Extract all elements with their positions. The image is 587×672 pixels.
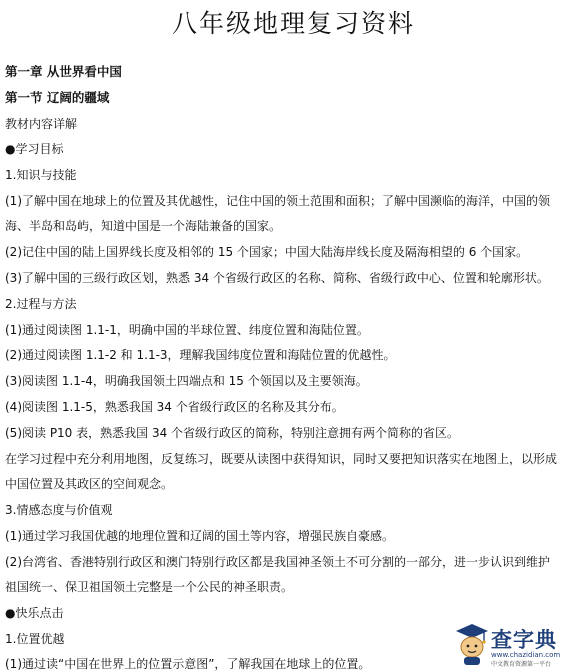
paragraph-line: (2)通过阅读图 1.1-2 和 1.1-3，理解我国纬度位置和海陆位置的优越性。 bbox=[5, 348, 396, 362]
paragraph-line: 祖国统一、保卫祖国领土完整是一个公民的神圣职责。 bbox=[5, 580, 294, 594]
click-heading: ●快乐点击 bbox=[5, 606, 64, 620]
chapter-heading: 第一章 从世界看中国 bbox=[5, 64, 122, 79]
paragraph-line: (3)了解中国的三级行政区划，熟悉 34 个省级行政区的名称、简称、省级行政中心、位置和轮廓形状。 bbox=[5, 271, 549, 285]
subheading-knowledge: 1.知识与技能 bbox=[5, 168, 77, 182]
paragraph-line: (2)记住中国的陆上国界线长度及相邻的 15 个国家；中国大陆海岸线长度及隔海相望的 6 个国家。 bbox=[5, 245, 529, 259]
paragraph-line: (1)通过学习我国优越的地理位置和辽阔的国土等内容，增强民族自豪感。 bbox=[5, 529, 395, 543]
paragraph-line: (2)台湾省、香港特别行政区和澳门特别行政区都是我国神圣领土不可分割的一部分，进一步认识到维护 bbox=[5, 555, 551, 569]
paragraph-line: (4)阅读图 1.1-5，熟悉我国 34 个省级行政区的名称及其分布。 bbox=[5, 400, 344, 414]
watermark-name: 查字典 bbox=[491, 628, 557, 652]
watermark-url: www.chazidian.com bbox=[491, 651, 561, 659]
subheading-attitude: 3.情感态度与价值观 bbox=[5, 503, 113, 517]
subheading-position: 1.位置优越 bbox=[5, 632, 65, 646]
paragraph-line: (1)通过读“中国在世界上的位置示意图”，了解我国在地球上的位置。 bbox=[5, 657, 371, 671]
goal-heading: ●学习目标 bbox=[5, 142, 64, 156]
paragraph-line: (1)通过阅读图 1.1-1，明确中国的半球位置、纬度位置和海陆位置。 bbox=[5, 323, 369, 337]
watermark-logo bbox=[453, 622, 581, 668]
paragraph-line: 中国位置及其政区的空间观念。 bbox=[5, 477, 174, 491]
content-label: 教材内容详解 bbox=[5, 117, 78, 131]
subheading-process: 2.过程与方法 bbox=[5, 297, 77, 311]
section-heading: 第一节 辽阔的疆域 bbox=[5, 90, 110, 105]
paragraph-line: (5)阅读 P10 表，熟悉我国 34 个省级行政区的简称，特别注意拥有两个简称的省区。 bbox=[5, 426, 460, 440]
watermark-subtitle: 中文教育资源第一平台 bbox=[491, 661, 552, 668]
paragraph-line: 在学习过程中充分利用地图，反复练习，既要从读图中获得知识，同时又要把知识落实在地图上，以形成 bbox=[5, 452, 558, 466]
document-title: 八年级地理复习资料 bbox=[171, 9, 415, 38]
paragraph-line: (1)了解中国在地球上的位置及其优越性，记住中国的领土范围和面积；了解中国濒临的海洋，中国的领 bbox=[5, 194, 551, 208]
graduate-mascot-icon bbox=[455, 622, 489, 666]
paragraph-line: (3)阅读图 1.1-4，明确我国领土四端点和 15 个领国以及主要领海。 bbox=[5, 374, 368, 388]
paragraph-line: 海、半岛和岛屿，知道中国是一个海陆兼备的国家。 bbox=[5, 219, 282, 233]
